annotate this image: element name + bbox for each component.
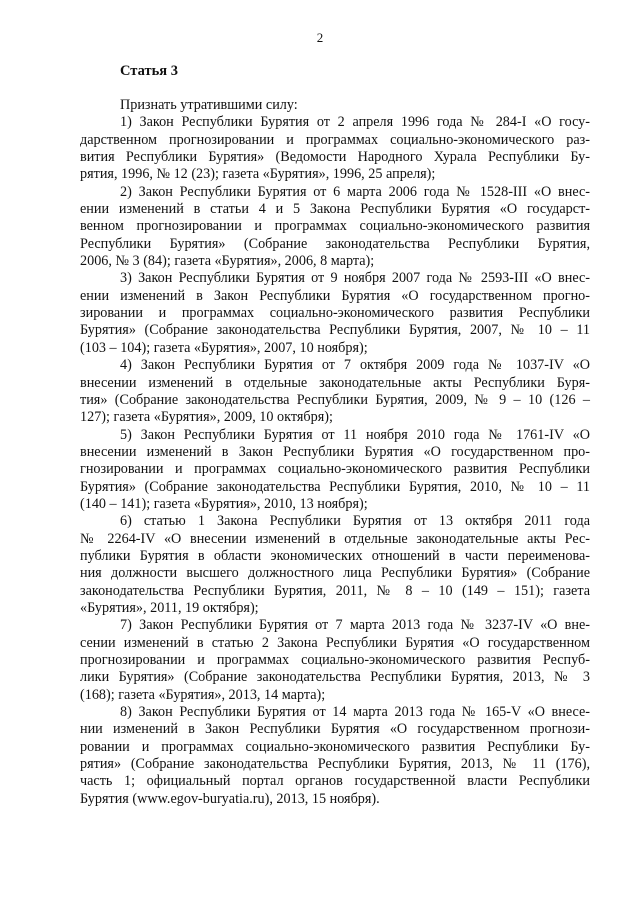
- paragraph-line: рятия, 1996, № 12 (23); газета «Бурятия», 1996, 25 апреля);: [80, 166, 436, 183]
- paragraph-line: (140 – 141); газета «Бурятия», 2010, 13 ноября);: [80, 495, 368, 512]
- paragraph-line: ении изменений в статьи 4 и 5 Закона Республики Бурятия «О государст-: [80, 201, 590, 218]
- paragraph-first-line: 1) Закон Республики Бурятия от 2 апреля 1996 года № 284-I «О госу-: [120, 114, 590, 131]
- paragraph-line: законодательства Республики Бурятия, 2011, № 8 – 10 (149 – 151); газета: [80, 582, 590, 599]
- paragraph-line: нии изменений в Закон Республики Бурятия «О государственном прогнози-: [80, 721, 590, 738]
- paragraph-line: часть 1; официальный портал органов государственной власти Республики: [80, 773, 590, 790]
- paragraph-line: внесении изменений в отдельные законодательные акты Республики Буря-: [80, 374, 590, 391]
- paragraph-first-line: 4) Закон Республики Бурятия от 7 октября 2009 года № 1037-IV «О: [120, 357, 590, 374]
- paragraph-line: рятия» (Собрание законодательства Республики Бурятия, 2013, № 11 (176),: [80, 756, 590, 773]
- paragraph-line: внесении изменений в Закон Республики Бурятия «О государственном про-: [80, 443, 590, 460]
- paragraph-line: ении изменений в Закон Республики Бурятия «О государственном прогно-: [80, 287, 590, 304]
- paragraph-line: сении изменений в статью 2 Закона Республики Бурятия «О государственном: [80, 634, 590, 651]
- paragraph-line: лики Бурятия» (Собрание законодательства Республики Бурятия, 2013, № 3: [80, 669, 590, 686]
- paragraph-line: 127); газета «Бурятия», 2009, 10 октября);: [80, 409, 333, 426]
- paragraph-line: вития Республики Бурятия» (Ведомости Народного Хурала Республики Бу-: [80, 149, 590, 166]
- paragraph-line: ния должности высшего должностного лица Республики Бурятия» (Собрание: [80, 565, 590, 582]
- paragraph-line: Бурятия» (Собрание законодательства Республики Бурятия, 2007, № 10 – 11: [80, 322, 590, 339]
- paragraph-first-line: 2) Закон Республики Бурятия от 6 марта 2006 года № 1528-III «О внес-: [120, 183, 590, 200]
- article-title: Статья 3: [120, 63, 178, 79]
- paragraph-line: тия» (Собрание законодательства Республики Бурятия, 2009, № 9 – 10 (126 –: [80, 391, 590, 408]
- paragraph-first-line: 6) статью 1 Закона Республики Бурятия от 13 октября 2011 года: [120, 513, 590, 530]
- paragraph-line: дарственном прогнозировании и программах социально-экономического раз-: [80, 131, 590, 148]
- paragraph-line: Республики Бурятия» (Собрание законодательства Республики Бурятия,: [80, 235, 590, 252]
- paragraph-line: зировании и программах социально-экономического развития Республики: [80, 305, 590, 322]
- paragraph-first-line: 7) Закон Республики Бурятия от 7 марта 2013 года № 3237-IV «О вне-: [120, 617, 590, 634]
- paragraph-line: Бурятия» (Собрание законодательства Республики Бурятия, 2010, № 10 – 11: [80, 478, 590, 495]
- paragraph-first-line: 3) Закон Республики Бурятия от 9 ноября 2007 года № 2593-III «О внес-: [120, 270, 590, 287]
- paragraph-line: публики Бурятия в области экономических отношений в части переименова-: [80, 547, 590, 564]
- paragraph-line: 2006, № 3 (84); газета «Бурятия», 2006, 8 марта);: [80, 253, 375, 270]
- paragraph-line: «Бурятия», 2011, 19 октября);: [80, 599, 259, 616]
- paragraph-first-line: 5) Закон Республики Бурятия от 11 ноября 2010 года № 1761-IV «О: [120, 426, 590, 443]
- paragraph-first-line: 8) Закон Республики Бурятия от 14 марта 2013 года № 165-V «О внесе-: [120, 704, 590, 721]
- paragraph-line: Бурятия (www.egov-buryatia.ru), 2013, 15 ноября).: [80, 790, 380, 807]
- paragraph-line: гнозировании и программах социально-экономического развития Республики: [80, 461, 590, 478]
- paragraph-first-line: Признать утратившими силу:: [120, 97, 298, 113]
- page-number: 2: [316, 30, 324, 45]
- paragraph-line: прогнозировании и программах социально-экономического развития Респуб-: [80, 652, 590, 668]
- paragraph-line: № 2264-IV «О внесении изменений в отдельные законодательные акты Рес-: [80, 530, 590, 547]
- paragraph-line: ровании и программах социально-экономического развития Республики Бу-: [80, 738, 590, 755]
- paragraph-line: (168); газета «Бурятия», 2013, 14 марта);: [80, 686, 326, 703]
- article-body: [80, 97, 590, 808]
- paragraph-line: венном прогнозировании и программах социально-экономического развития: [80, 218, 590, 235]
- paragraph-line: (103 – 104); газета «Бурятия», 2007, 10 ноября);: [80, 339, 368, 356]
